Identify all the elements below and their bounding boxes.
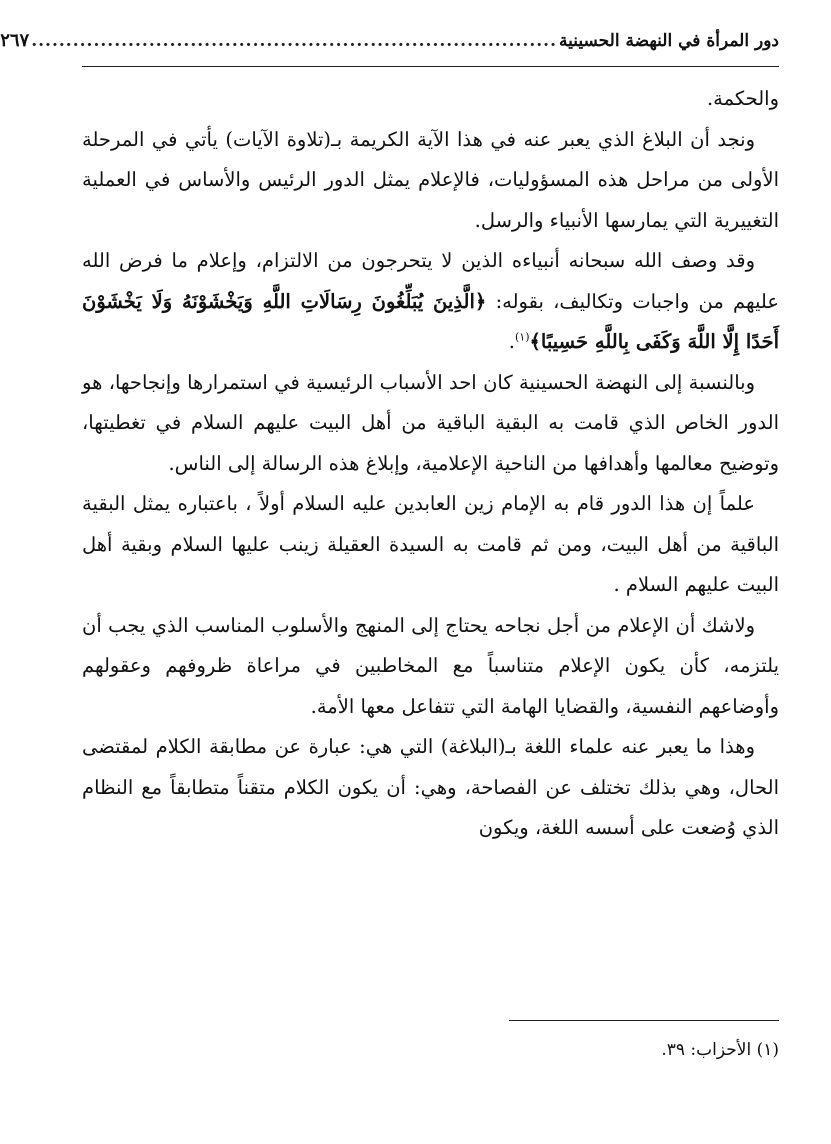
paragraph-text: وقد وصف الله سبحانه أنبياءه الذين لا يتحرجون من الالتزام، وإعلام ما فرض الله عليهم من واجبات وتكاليف، بقوله: — [82, 249, 779, 313]
paragraph: ونجد أن البلاغ الذي يعبر عنه في هذا الآية الكريمة بـ(تلاوة الآيات) يأتي في المرحلة الأولى من مراحل هذه المسؤوليات، فالإعلام يمثل الدور الرئيس والأساس في العملية التغييرية التي يمارسها الأنبياء والرسل. — [82, 127, 779, 232]
quran-verse: ﴿الَّذِينَ يُبَلِّغُونَ رِسَالَاتِ اللَّهِ وَيَخْشَوْنَهُ وَلَا يَخْشَوْنَ أَحَدًا إِلَّا اللَّهَ وَكَفَى بِاللَّهِ حَسِيبًا﴾ — [82, 289, 779, 353]
chapter-title: دور المرأة في النهضة الحسينية — [559, 31, 779, 51]
book-page — [0, 30, 779, 1120]
paragraph: ولاشك أن الإعلام من أجل نجاحه يحتاج إلى المنهج والأسلوب المناسب الذي يجب أن يلتزمه، كأن يكون الإعلام متناسباً مع المخاطبين في مراعاة ظروفهم وعقولهم وأوضاعهم النفسية، والقضايا الهامة التي تتفاعل معها الأمة. — [82, 613, 779, 718]
footnote-reference[interactable]: (١) — [514, 330, 530, 344]
running-header — [0, 30, 779, 67]
paragraph-with-verse — [82, 241, 779, 363]
body-text — [82, 79, 779, 849]
paragraph: وهذا ما يعبر عنه علماء اللغة بـ(البلاغة) التي هي: عبارة عن مطابقة الكلام لمقتضى الحال، وهي بذلك تختلف عن الفصاحة، وهي: أن يكون الكلام متقناً متطابقاً مع النظام الذي وُضعت على أسسه اللغة، ويكون — [82, 735, 779, 839]
paragraph: وبالنسبة إلى النهضة الحسينية كان احد الأسباب الرئيسية في استمرارها وإنجاحها، هو الدور الخاص الذي قامت به البقية الباقية من أهل البيت عليهم السلام في تغطيتها، وتوضيح معالمها وأهدافها من الناحية الإعلامية، وإبلاغ هذه الرسالة إلى الناس. — [82, 370, 779, 475]
footnote-divider — [509, 1020, 779, 1021]
footnote: (١) الأحزاب: ٣٩. — [661, 1040, 779, 1060]
leader-dots: ............................................................................ — [31, 31, 558, 51]
paragraph-text: . — [508, 330, 515, 353]
page-number: ٢٦٧ — [0, 30, 30, 51]
paragraph: والحكمة. — [706, 87, 779, 110]
paragraph: علماً إن هذا الدور قام به الإمام زين العابدين عليه السلام أولاً ، باعتباره يمثل البقية الباقية من أهل البيت، ومن ثم قامت به السيدة العقيلة زينب عليها السلام وبقية أهل البيت عليهم السلام . — [82, 492, 779, 596]
